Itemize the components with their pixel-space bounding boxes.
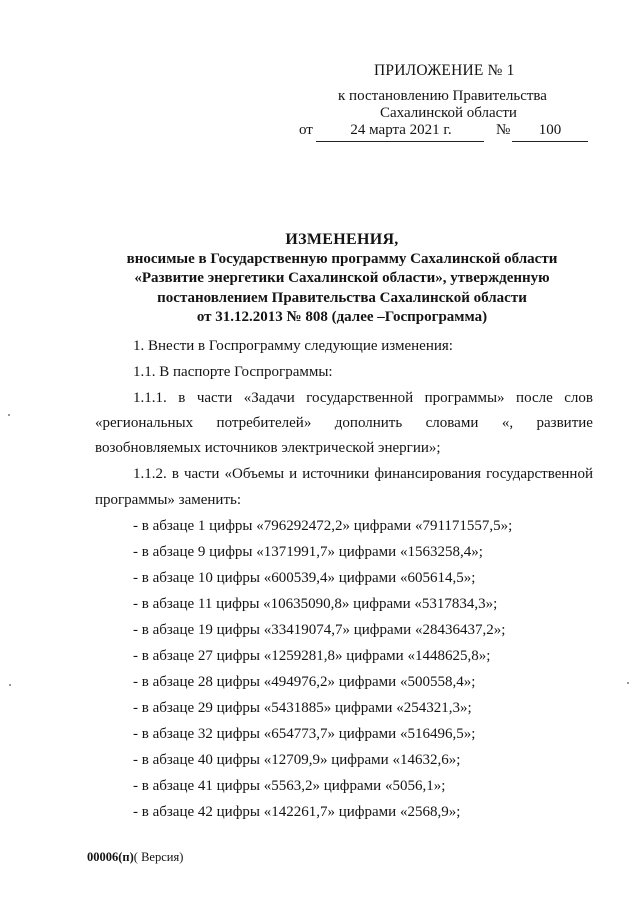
version-label: ( Версия) (133, 850, 184, 864)
word: «Объемы (224, 466, 285, 482)
document-title (60, 230, 624, 328)
word: «, (501, 415, 514, 431)
paragraph-1-1-2-line1 (133, 466, 593, 483)
word: «региональных (95, 415, 194, 431)
word: развитие (536, 415, 593, 431)
list-item: - в абзаце 27 цифры «1259281,8» цифрами «1448625,8»; (133, 648, 491, 664)
list-item: - в абзаце 40 цифры «12709,9» цифрами «14632,6»; (133, 752, 461, 768)
word: после (516, 390, 553, 406)
list-item: - в абзаце 41 цифры «5563,2» цифрами «5056,1»; (133, 778, 446, 794)
appendix-title: ПРИЛОЖЕНИЕ № 1 (374, 62, 515, 79)
list-item: - в абзаце 11 цифры «10635090,8» цифрами «5317834,3»; (133, 596, 498, 612)
paragraph-1-1-1-line1 (133, 390, 593, 407)
word: программы» (424, 390, 505, 406)
from-label: от (299, 122, 313, 138)
word: «Задачи (243, 390, 295, 406)
list-item: - в абзаце 19 цифры «33419074,7» цифрами «28436437,2»; (133, 622, 506, 638)
word: 1.1.2. (133, 466, 167, 482)
document-footer (87, 850, 183, 865)
number-label: № (496, 122, 511, 138)
list-item: - в абзаце 10 цифры «600539,4» цифрами «605614,5»; (133, 570, 476, 586)
word: финансирования (374, 466, 481, 482)
title-line: постановлением Правительства Сахалинской области (157, 289, 527, 306)
paragraph-1-1-2-line2: программы» заменить: (95, 492, 242, 508)
title-line: вносимые в Государственную программу Сахалинской области (126, 250, 558, 267)
list-item: - в абзаце 9 цифры «1371991,7» цифрами «1563258,4»; (133, 544, 483, 560)
word: в (171, 466, 179, 482)
decree-date: 24 марта 2021 г. (350, 122, 452, 138)
word: дополнить (334, 415, 403, 431)
title-heading: ИЗМЕНЕНИЯ, (285, 231, 399, 248)
scan-speck (627, 682, 629, 684)
word: слов (564, 390, 593, 406)
scan-speck (9, 684, 11, 686)
decree-number: 100 (538, 122, 562, 138)
paragraph-1: 1. Внести в Госпрограмму следующие изменения: (133, 338, 453, 354)
word: части (183, 466, 220, 482)
number-underline (512, 141, 588, 142)
paragraph-1-1-1-line2 (95, 415, 593, 432)
list-item: - в абзаце 28 цифры «494976,2» цифрами «500558,4»; (133, 674, 476, 690)
scan-speck (8, 414, 10, 416)
date-underline (316, 141, 484, 142)
word: государственной (306, 390, 414, 406)
word: потребителей» (216, 415, 312, 431)
title-line: от 31.12.2013 № 808 (далее –Госпрограмма) (196, 309, 488, 325)
title-line: «Развитие энергетики Сахалинской области», утвержденную (134, 270, 550, 286)
word: и (289, 466, 298, 482)
date-number-row (0, 122, 636, 144)
word: 1.1.1. (133, 390, 167, 406)
word: источники (302, 466, 370, 482)
word: государственной (486, 466, 593, 482)
list-item: - в абзаце 42 цифры «142261,7» цифрами «2568,9»; (133, 804, 461, 820)
document-code: 00006(п) (87, 850, 134, 864)
list-item: - в абзаце 1 цифры «796292472,2» цифрами «791171557,5»; (133, 518, 513, 534)
word: словами (425, 415, 479, 431)
paragraph-1-1-1-line3: возобновляемых источников электрической энергии»; (95, 440, 441, 456)
list-item: - в абзаце 29 цифры «5431885» цифрами «254321,3»; (133, 700, 472, 716)
list-item: - в абзаце 32 цифры «654773,7» цифрами «516496,5»; (133, 726, 476, 742)
appendix-reference-line1: к постановлению Правительства (338, 88, 547, 104)
paragraph-1-1: 1.1. В паспорте Госпрограммы: (133, 364, 333, 380)
appendix-reference-line2: Сахалинской области (380, 105, 517, 121)
word: части (196, 390, 233, 406)
word: в (178, 390, 186, 406)
